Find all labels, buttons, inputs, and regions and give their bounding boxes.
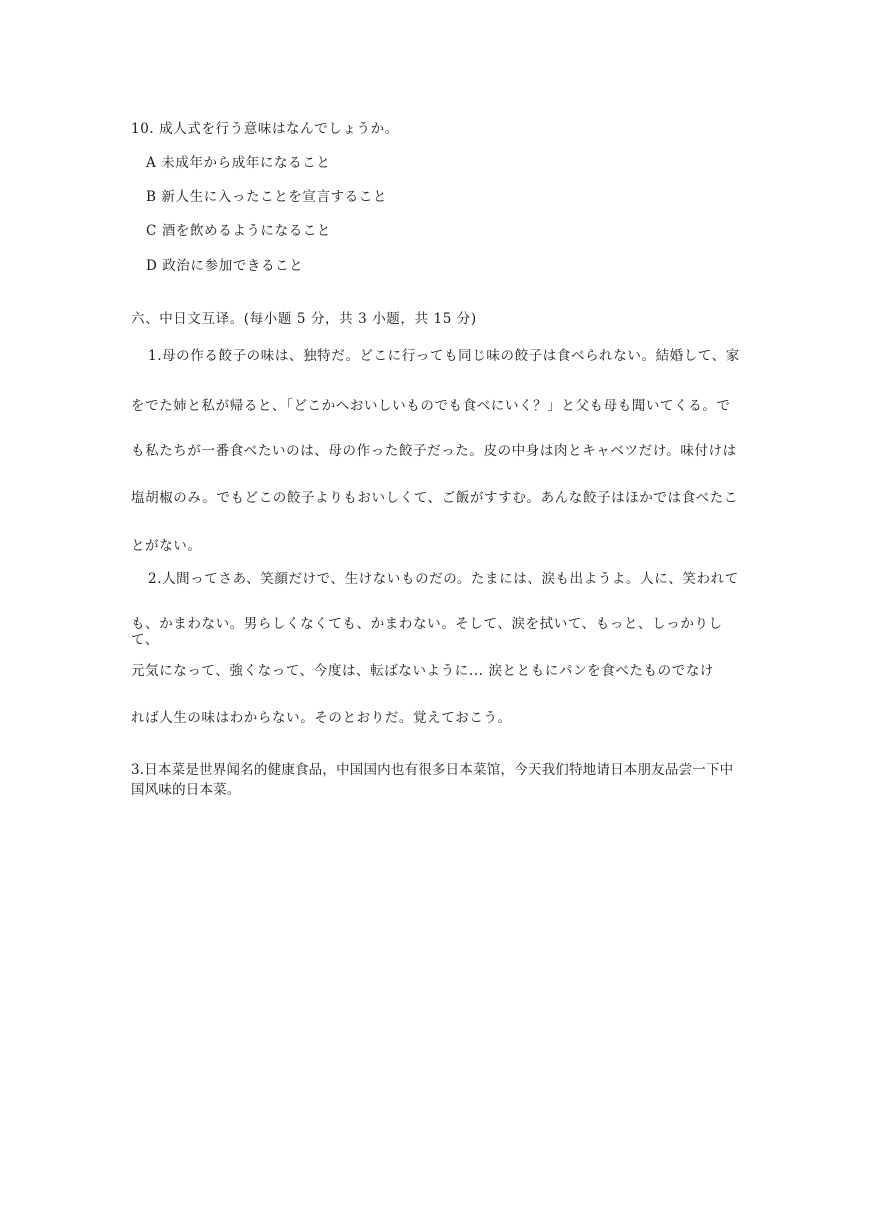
item-3-text: 3.日本菜是世界闻名的健康食品，中国国内也有很多日本菜馆，今天我们特地请日本朋友品尝一下中国风味的日本菜。 bbox=[131, 762, 734, 798]
question-10-option-d: D 政治に参加できること bbox=[146, 258, 304, 274]
item-1-line-5: とがない。 bbox=[131, 538, 202, 554]
item-1-line-4: 塩胡椒のみ。でもどこの餃子よりもおいしくて、ご飯がすすむ。あんな餃子はほかでは食べたこ bbox=[131, 490, 738, 506]
item-2-line-4: れば人生の味はわからない。そのとおりだ。覚えておこう。 bbox=[131, 710, 512, 726]
question-10-stem: 10. 成人式を行う意味はなんでしょうか。 bbox=[131, 121, 399, 137]
question-10-option-c: C 酒を飲めるようになること bbox=[146, 223, 332, 239]
item-2-line-3: 元気になって、強くなって、今度は、転ばないように... 涙とともにパンを食べたものでなけ bbox=[131, 663, 715, 679]
item-1-line-3: も私たちが一番食べたいのは、母の作った餃子だった。皮の中身は肉とキャベツだけ。味付けは bbox=[131, 443, 737, 459]
item-1-line-1: 1.母の作る餃子の味は、独特だ。どこに行っても同じ味の餃子は食べられない。結婚して、家 bbox=[148, 348, 740, 364]
item-2-line-1: 2.人間ってさあ、笑顔だけで、生けないものだの。たまには、涙も出ようよ。人に、笑われて bbox=[148, 571, 739, 587]
item-2-line-2: も、かまわない。男らしくなくても、かまわない。そして、涙を拭いて、もっと、しっかりして、 bbox=[131, 616, 723, 648]
question-10-option-a: A 未成年から成年になること bbox=[146, 155, 331, 171]
question-10-option-b: B 新人生に入ったことを宣言すること bbox=[146, 189, 388, 205]
section-6-heading: 六、中日文互译。(每小题 5 分，共 3 小题，共 15 分) bbox=[131, 311, 477, 327]
item-1-line-2: をでた姉と私が帰ると、「どこかへおいしいものでも食べにいく？」と父も母も聞いてくる。で bbox=[131, 398, 731, 414]
